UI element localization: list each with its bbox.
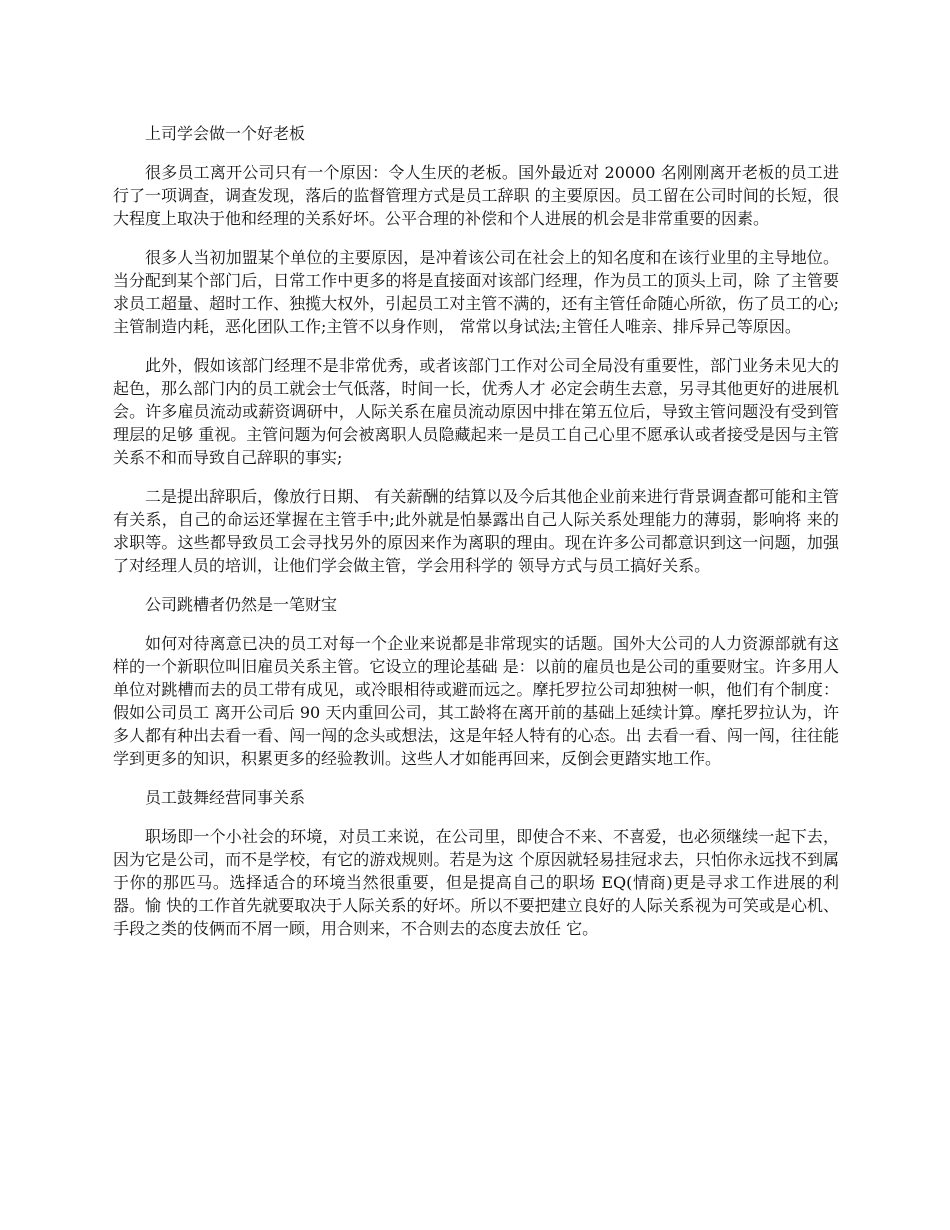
paragraph: 很多员工离开公司只有一个原因：令人生厌的老板。国外最近对 20000 名刚刚离开老板的员工进行了一项调查，调查发现，落后的监督管理方式是员工辞职 的主要原因。员工留在公司时间的长短，很大程度上取决于他和经理的关系好坏。公平合理的补偿和个人进展的机会是非常重要的因素。 — [113, 163, 839, 228]
paragraph: 职场即一个小社会的环境，对员工来说，在公司里，即使合不来、不喜爱，也必须继续一起下去，因为它是公司，而不是学校，有它的游戏规则。若是为这 个原因就轻易挂冠求去，只怕你永远找不到属于你的那匹马。选择适合的环境当然很重要，但是提高自己的职场 EQ(情商)更是寻求工作进展的利器。愉 快的工作首先就要取决于人际关系的好坏。所以不要把建立良好的人际关系视为可笑或是心机、手段之类的伎俩而不屑一顾，用合则来，不合则去的态度去放任 它。 — [113, 827, 839, 938]
section-colleague-relations — [113, 786, 839, 940]
paragraph: 此外，假如该部门经理不是非常优秀，或者该部门工作对公司全局没有重要性，部门业务未见大的起色，那么部门内的员工就会士气低落，时间一长，优秀人才 必定会萌生去意，另寻其他更好的进展机会。许多雇员流动或薪资调研中，人际关系在雇员流动原因中排在第五位后，导致主管问题没有受到管理层的足够 重视。主管问题为何会被离职人员隐藏起来一是员工自己心里不愿承认或者接受是因与主管关系不和而导致自己辞职的事实; — [113, 356, 839, 467]
paragraph: 如何对待离意已决的员工对每一个企业来说都是非常现实的话题。国外大公司的人力资源部就有这样的一个新职位叫旧雇员关系主管。它设立的理论基础 是：以前的雇员也是公司的重要财宝。许多用人单位对跳槽而去的员工带有成见，或冷眼相待或避而远之。摩托罗拉公司却独树一帜，他们有个制度：假如公司员工 离开公司后 90 天内重回公司，其工龄将在离开前的基础上延续计算。摩托罗拉认为，许多人都有种出去看一看、闯一闯的念头或想法，这是年轻人特有的心态。出 去看一看、闯一闯，往往能学到更多的知识，积累更多的经验教训。这些人才如能再回来，反倒会更踏实地工作。 — [113, 634, 839, 768]
paragraph: 很多人当初加盟某个单位的主要原因，是冲着该公司在社会上的知名度和在该行业里的主导地位。当分配到某个部门后，日常工作中更多的将是直接面对该部门经理，作为员工的顶头上司，除 了主管要求员工超量、超时工作、独揽大权外，引起员工对主管不满的，还有主管任命随心所欲，伤了员工的心;主管制造内耗，恶化团队工作;主管不以身作则， 常常以身试法;主管任人唯亲、排斥异己等原因。 — [113, 248, 839, 336]
section-heading: 公司跳槽者仍然是一笔财宝 — [145, 595, 338, 614]
paragraph: 二是提出辞职后，像放行日期、 有关薪酬的结算以及今后其他企业前来进行背景调查都可能和主管有关系，自己的命运还掌握在主管手中;此外就是怕暴露出自己人际关系处理能力的薄弱，影响将 来的求职等。这些都导致员工会寻找另外的原因来作为离职的理由。现在许多公司都意识到这一问题，加强了对经理人员的培训，让他们学会做主管，学会用科学的 领导方式与员工搞好关系。 — [113, 487, 839, 575]
section-heading: 上司学会做一个好老板 — [145, 124, 306, 143]
section-boss — [113, 122, 839, 577]
section-heading: 员工鼓舞经营同事关系 — [145, 788, 306, 807]
document-page — [113, 122, 839, 956]
section-former-employees — [113, 593, 839, 770]
